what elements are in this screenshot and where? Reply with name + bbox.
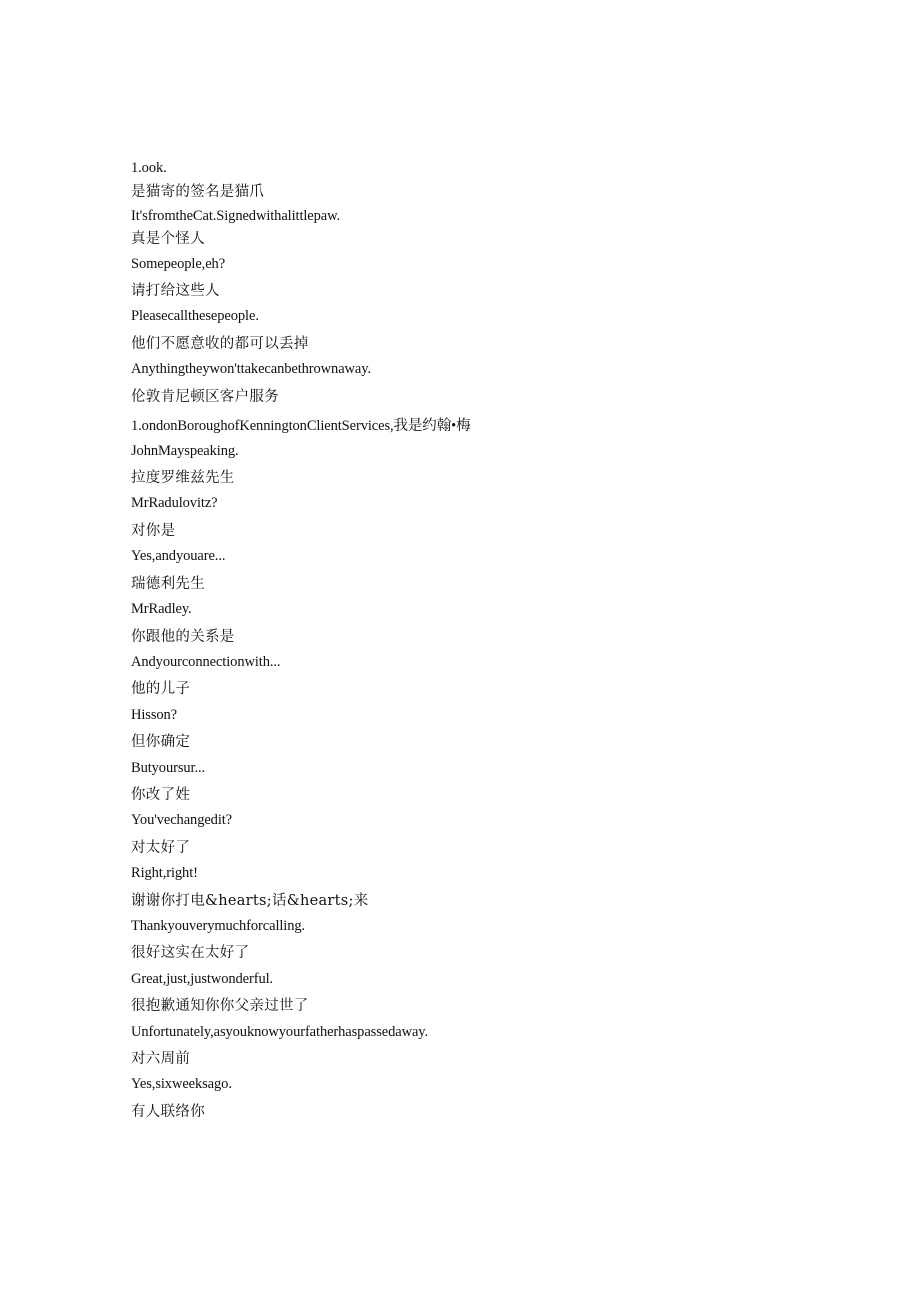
chinese-subtitle-line: 真是个怪人 xyxy=(131,231,205,247)
english-subtitle-line: Right,right! xyxy=(131,865,198,881)
chinese-subtitle-line: 你改了姓 xyxy=(131,787,191,803)
chinese-subtitle-line: 对你是 xyxy=(131,523,176,539)
english-subtitle-line: Somepeople,eh? xyxy=(131,256,226,272)
english-subtitle-line: Yes,sixweeksago. xyxy=(131,1076,232,1092)
chinese-subtitle-line: 他们不愿意收的都可以丢掉 xyxy=(131,336,309,352)
english-subtitle-line: You'vechangedit? xyxy=(131,812,233,828)
english-subtitle-line: Anythingtheywon'ttakecanbethrownaway. xyxy=(131,361,371,377)
english-subtitle-line: Thankyouverymuchforcalling. xyxy=(131,918,306,934)
english-subtitle-line: Great,just,justwonderful. xyxy=(131,971,274,987)
english-subtitle-line: 1.ook. xyxy=(131,160,167,176)
english-subtitle-line: MrRadley. xyxy=(131,601,192,617)
chinese-subtitle-line: 拉度罗维兹先生 xyxy=(131,470,235,486)
chinese-subtitle-line: 请打给这些人 xyxy=(131,283,220,299)
english-subtitle-line: MrRadulovitz? xyxy=(131,495,218,511)
english-subtitle-line: 1.ondonBoroughofKenningtonClientServices,我是约翰•梅 xyxy=(131,418,471,434)
chinese-subtitle-line: 他的儿子 xyxy=(131,681,191,697)
chinese-subtitle-line: 谢谢你打电&hearts;话&hearts;来 xyxy=(131,893,369,909)
english-subtitle-line: Andyourconnectionwith... xyxy=(131,654,281,670)
chinese-subtitle-line: 很好这实在太好了 xyxy=(131,945,250,961)
chinese-subtitle-line: 你跟他的关系是 xyxy=(131,629,235,645)
chinese-subtitle-line: 但你确定 xyxy=(131,734,191,750)
english-subtitle-line: Unfortunately,asyouknowyourfatherhaspassedaway. xyxy=(131,1024,429,1040)
chinese-subtitle-line: 对太好了 xyxy=(131,840,191,856)
english-subtitle-line: Hisson? xyxy=(131,707,178,723)
chinese-subtitle-line: 对六周前 xyxy=(131,1051,191,1067)
chinese-subtitle-line: 瑞德利先生 xyxy=(131,576,205,592)
english-subtitle-line: Butyoursur... xyxy=(131,760,206,776)
chinese-subtitle-line: 是猫寄的签名是猫爪 xyxy=(131,184,265,200)
english-subtitle-line: It'sfromtheCat.Signedwithalittlepaw. xyxy=(131,208,341,224)
chinese-subtitle-line: 很抱歉通知你你父亲过世了 xyxy=(131,998,309,1014)
chinese-subtitle-line: 有人联络你 xyxy=(131,1104,205,1120)
chinese-subtitle-line: 伦敦肯尼顿区客户服务 xyxy=(131,389,279,405)
english-subtitle-line: Pleasecallthesepeople. xyxy=(131,308,259,324)
english-subtitle-line: JohnMayspeaking. xyxy=(131,443,239,459)
english-subtitle-line: Yes,andyouare... xyxy=(131,548,226,564)
